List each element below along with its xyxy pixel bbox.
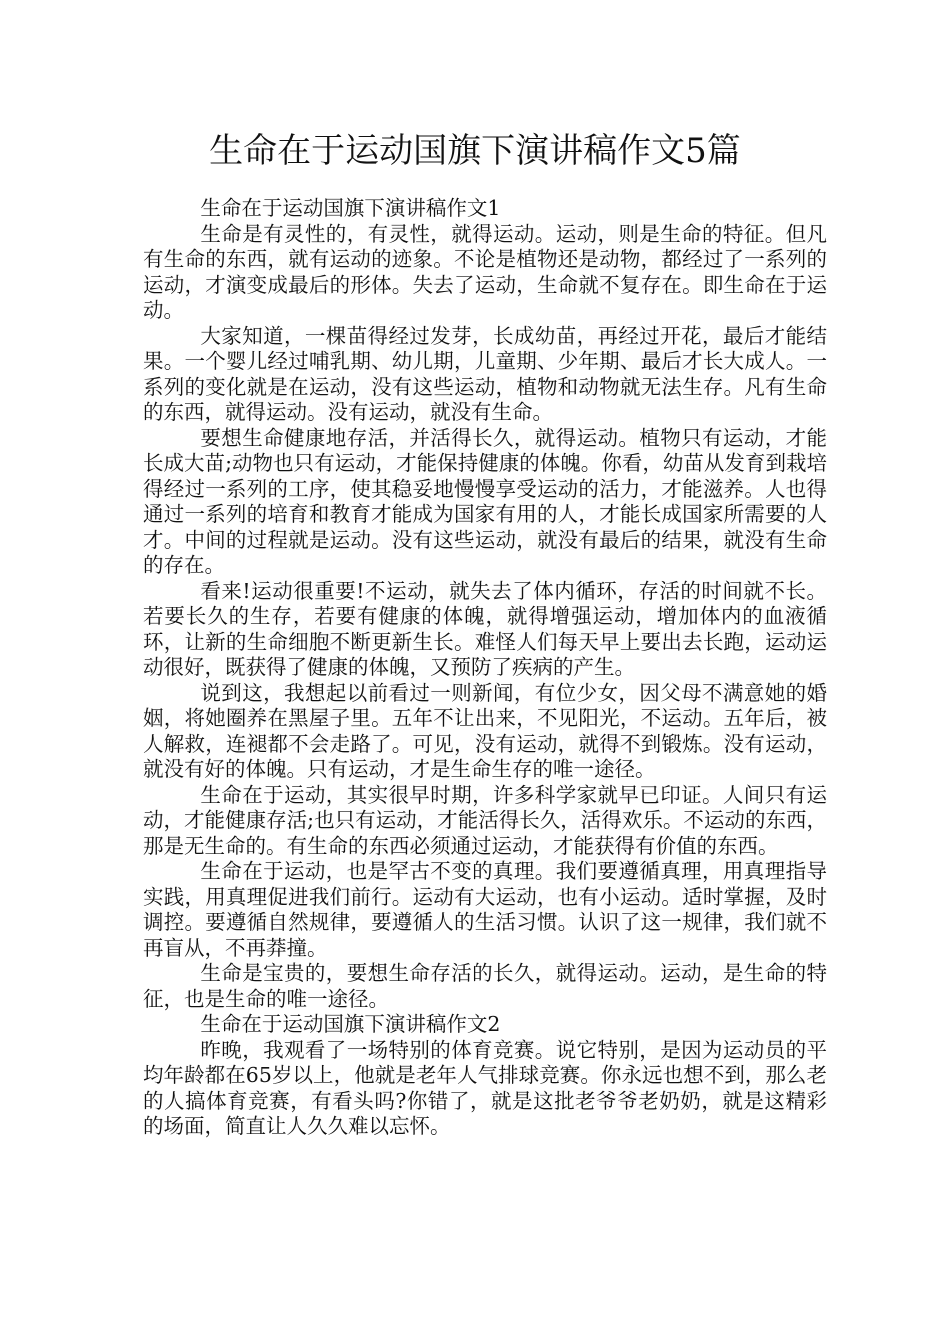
paragraph: 生命在于运动，也是罕古不变的真理。我们要遵循真理，用真理指导实践，用真理促进我们前行。运动有大运动，也有小运动。适时掌握，及时调控。要遵循自然规律，要遵循人的生活习惯。认识了这一规律，我们就不再盲从，不再莽撞。 — [143, 859, 827, 960]
section-heading-2: 生命在于运动国旗下演讲稿作文2 — [200, 1012, 501, 1036]
paragraph: 昨晚，我观看了一场特别的体育竞赛。说它特别，是因为运动员的平均年龄都在65岁以上，他就是老年人气排球竞赛。你永远也想不到，那么老的人搞体育竞赛，有看头吗?你错了，就是这批老爷爷老奶奶，就是这精彩的场面，简直让人久久难以忘怀。 — [143, 1037, 827, 1138]
paragraph: 说到这，我想起以前看过一则新闻，有位少女，因父母不满意她的婚姻，将她圈养在黑屋子里。五年不让出来，不见阳光，不运动。五年后，被人解救，连褪都不会走路了。可见，没有运动，就得不到锻炼。没有运动，就没有好的体魄。只有运动，才是生命生存的唯一途径。 — [143, 680, 827, 781]
document-title: 生命在于运动国旗下演讲稿作文5篇 — [209, 131, 741, 171]
section-heading-1: 生命在于运动国旗下演讲稿作文1 — [200, 196, 501, 220]
document-body — [143, 196, 827, 1140]
paragraph: 看来!运动很重要!不运动，就失去了体内循环，存活的时间就不长。若要长久的生存，若要有健康的体魄，就得增强运动，增加体内的血液循环，让新的生命细胞不断更新生长。难怪人们每天早上要出去长跑，运动运动很好，既获得了健康的体魄，又预防了疾病的产生。 — [143, 578, 827, 679]
paragraph: 要想生命健康地存活，并活得长久，就得运动。植物只有运动，才能长成大苗;动物也只有运动，才能保持健康的体魄。你看，幼苗从发育到栽培得经过一系列的工序，使其稳妥地慢慢享受运动的活力，才能滋养。人也得通过一系列的培育和教育才能成为国家有用的人，才能长成国家所需要的人才。中间的过程就是运动。没有这些运动，就没有最后的结果，就没有生命的存在。 — [143, 425, 827, 577]
paragraph: 大家知道，一棵苗得经过发芽，长成幼苗，再经过开花，最后才能结果。一个婴儿经过哺乳期、幼儿期，儿童期、少年期、最后才长大成人。一系列的变化就是在运动，没有这些运动，植物和动物就无法生存。凡有生命的东西，就得运动。没有运动，就没有生命。 — [143, 323, 827, 424]
paragraph: 生命是有灵性的，有灵性，就得运动。运动，则是生命的特征。但凡有生命的东西，就有运动的迹象。不论是植物还是动物，都经过了一系列的运动，才演变成最后的形体。失去了运动，生命就不复存在。即生命在于运动。 — [143, 221, 827, 322]
paragraph: 生命在于运动，其实很早时期，许多科学家就早已印证。人间只有运动，才能健康存活;也只有运动，才能活得长久，活得欢乐。不运动的东西，那是无生命的。有生命的东西必须通过运动，才能获得有价值的东西。 — [143, 782, 827, 858]
paragraph: 生命是宝贵的，要想生命存活的长久，就得运动。运动，是生命的特征，也是生命的唯一途径。 — [143, 961, 827, 1011]
